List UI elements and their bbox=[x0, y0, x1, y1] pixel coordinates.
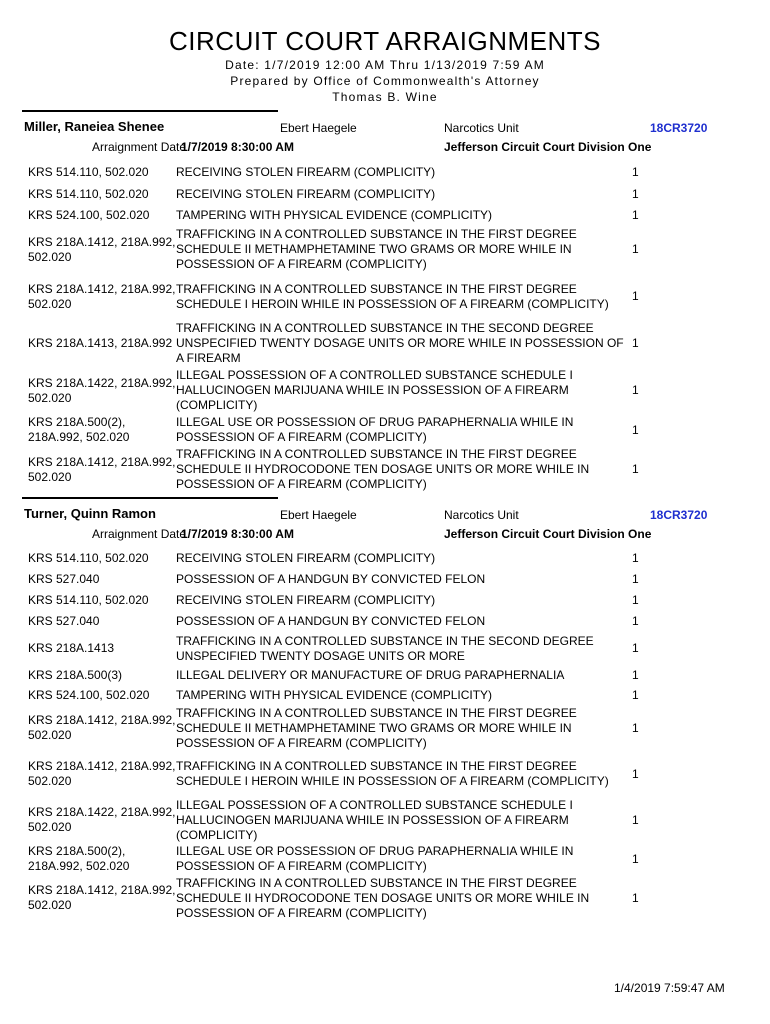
charge-description: RECEIVING STOLEN FIREARM (COMPLICITY) bbox=[176, 593, 436, 607]
charge-statute: KRS 218A.1412, 218A.992, 502.020 bbox=[28, 234, 176, 264]
charge-count: 1 bbox=[632, 462, 639, 476]
case-number: 18CR3720 bbox=[650, 121, 708, 135]
charge-count: 1 bbox=[632, 687, 639, 702]
charge-count: 1 bbox=[632, 593, 639, 607]
charge-count: 1 bbox=[632, 336, 639, 350]
charge-list bbox=[0, 161, 770, 493]
charge-description: TAMPERING WITH PHYSICAL EVIDENCE (COMPLICITY) bbox=[176, 687, 493, 702]
charge-count: 1 bbox=[632, 720, 639, 735]
charge-row bbox=[0, 273, 770, 320]
charge-description: TRAFFICKING IN A CONTROLLED SUBSTANCE IN THE FIRST DEGREE SCHEDULE II HYDROCODONE TEN DOSAGE UNITS OR MORE WHILE IN POSSESSION OF A FIREARM (COMPLICITY) bbox=[176, 875, 590, 920]
arraignment-date: 1/7/2019 8:30:00 AM bbox=[181, 140, 294, 154]
charge-description: ILLEGAL USE OR POSSESSION OF DRUG PARAPHERNALIA WHILE IN POSSESSION OF A FIREARM (COMPLICITY) bbox=[176, 844, 574, 873]
charge-description: ILLEGAL USE OR POSSESSION OF DRUG PARAPHERNALIA WHILE IN POSSESSION OF A FIREARM (COMPLICITY) bbox=[176, 415, 574, 444]
charge-row bbox=[0, 161, 770, 183]
report-date-range: Date: 1/7/2019 12:00 AM Thru 1/13/2019 7:59 AM bbox=[225, 58, 545, 72]
charge-row bbox=[0, 446, 770, 493]
arraignment-date-label: Arraignment Date bbox=[92, 527, 187, 541]
charge-description: RECEIVING STOLEN FIREARM (COMPLICITY) bbox=[176, 186, 436, 201]
charge-statute: KRS 218A.500(2), 218A.992, 502.020 bbox=[28, 415, 130, 444]
charge-row bbox=[0, 205, 770, 226]
charge-description: TRAFFICKING IN A CONTROLLED SUBSTANCE IN THE FIRST DEGREE SCHEDULE II HYDROCODONE TEN DOSAGE UNITS OR MORE WHILE IN POSSESSION OF A FIREARM (COMPLICITY) bbox=[176, 447, 590, 491]
charge-row bbox=[0, 797, 770, 843]
charge-statute: KRS 218A.1412, 218A.992, 502.020 bbox=[28, 759, 176, 788]
charge-statute: KRS 218A.500(3) bbox=[28, 667, 123, 682]
charge-statute: KRS 524.100, 502.020 bbox=[28, 687, 150, 702]
charge-count: 1 bbox=[632, 208, 639, 222]
charge-description: TRAFFICKING IN A CONTROLLED SUBSTANCE IN THE FIRST DEGREE SCHEDULE II METHAMPHETAMINE TWO GRAMS OR MORE WHILE IN POSSESSION OF A FIREARM (COMPLICITY) bbox=[176, 227, 577, 271]
charge-row bbox=[0, 611, 770, 632]
defendant-name: Turner, Quinn Ramon bbox=[24, 506, 156, 521]
charge-row bbox=[0, 685, 770, 705]
charge-row bbox=[0, 569, 770, 590]
charge-statute: KRS 218A.1422, 218A.992, 502.020 bbox=[28, 375, 176, 405]
charge-description: TRAFFICKING IN A CONTROLLED SUBSTANCE IN THE SECOND DEGREE UNSPECIFIED TWENTY DOSAGE UNITS OR MORE WHILE IN POSSESSION OF A FIREARM bbox=[176, 321, 624, 365]
charge-row bbox=[0, 183, 770, 205]
charge-count: 1 bbox=[632, 383, 639, 397]
charge-statute: KRS 218A.1412, 218A.992, 502.020 bbox=[28, 281, 176, 311]
charge-statute: KRS 514.110, 502.020 bbox=[28, 186, 149, 201]
court-division: Jefferson Circuit Court Division One bbox=[444, 527, 652, 541]
court-division: Jefferson Circuit Court Division One bbox=[444, 140, 652, 154]
charge-description: TRAFFICKING IN A CONTROLLED SUBSTANCE IN THE FIRST DEGREE SCHEDULE I HEROIN WHILE IN POSSESSION OF A FIREARM (COMPLICITY) bbox=[176, 281, 609, 311]
charge-count: 1 bbox=[632, 667, 639, 682]
charge-row bbox=[0, 367, 770, 414]
arraignment-date-label: Arraignment Date bbox=[92, 140, 187, 154]
charge-row bbox=[0, 843, 770, 875]
charge-row bbox=[0, 705, 770, 751]
charge-row bbox=[0, 320, 770, 367]
charge-description: RECEIVING STOLEN FIREARM (COMPLICITY) bbox=[176, 551, 436, 565]
judge-name: Ebert Haegele bbox=[280, 121, 357, 135]
charge-statute: KRS 218A.1422, 218A.992, 502.020 bbox=[28, 805, 176, 834]
charge-description: POSSESSION OF A HANDGUN BY CONVICTED FELON bbox=[176, 572, 486, 586]
charge-row bbox=[0, 548, 770, 569]
charge-description: RECEIVING STOLEN FIREARM (COMPLICITY) bbox=[176, 164, 436, 179]
charge-count: 1 bbox=[632, 812, 639, 827]
charge-description: ILLEGAL POSSESSION OF A CONTROLLED SUBSTANCE SCHEDULE I HALLUCINOGEN MARIJUANA WHILE IN POSSESSION OF A FIREARM (COMPLICITY) bbox=[176, 368, 573, 412]
charge-description: ILLEGAL POSSESSION OF A CONTROLLED SUBSTANCE SCHEDULE I HALLUCINOGEN MARIJUANA WHILE IN POSSESSION OF A FIREARM (COMPLICITY) bbox=[176, 797, 573, 842]
charge-row bbox=[0, 226, 770, 273]
charge-count: 1 bbox=[632, 641, 639, 655]
charge-statute: KRS 524.100, 502.020 bbox=[28, 208, 150, 222]
charge-row bbox=[0, 751, 770, 797]
charge-statute: KRS 527.040 bbox=[28, 572, 100, 586]
charge-statute: KRS 514.110, 502.020 bbox=[28, 164, 149, 179]
charge-list bbox=[0, 548, 770, 921]
case-number: 18CR3720 bbox=[650, 508, 708, 522]
charge-count: 1 bbox=[632, 766, 639, 781]
charge-statute: KRS 218A.1412, 218A.992, 502.020 bbox=[28, 883, 176, 912]
charge-row bbox=[0, 632, 770, 665]
charge-count: 1 bbox=[632, 289, 639, 303]
charge-row bbox=[0, 665, 770, 685]
charge-statute: KRS 527.040 bbox=[28, 614, 100, 628]
prosecution-unit: Narcotics Unit bbox=[444, 121, 519, 135]
charge-count: 1 bbox=[632, 242, 639, 256]
charge-description: TAMPERING WITH PHYSICAL EVIDENCE (COMPLICITY) bbox=[176, 208, 493, 222]
charge-statute: KRS 218A.1412, 218A.992, 502.020 bbox=[28, 713, 176, 742]
charge-description: TRAFFICKING IN A CONTROLLED SUBSTANCE IN THE FIRST DEGREE SCHEDULE II METHAMPHETAMINE TWO GRAMS OR MORE WHILE IN POSSESSION OF A FIREARM (COMPLICITY) bbox=[176, 705, 577, 750]
charge-row bbox=[0, 875, 770, 921]
charge-count: 1 bbox=[632, 890, 639, 905]
charge-description: TRAFFICKING IN A CONTROLLED SUBSTANCE IN THE FIRST DEGREE SCHEDULE I HEROIN WHILE IN POSSESSION OF A FIREARM (COMPLICITY) bbox=[176, 759, 609, 788]
prosecution-unit: Narcotics Unit bbox=[444, 508, 519, 522]
charge-count: 1 bbox=[632, 422, 639, 437]
section-divider bbox=[22, 497, 278, 499]
charge-row bbox=[0, 590, 770, 611]
charge-statute: KRS 514.110, 502.020 bbox=[28, 593, 149, 607]
printed-timestamp: 1/4/2019 7:59:47 AM bbox=[614, 981, 725, 995]
report-prepared-by: Prepared by Office of Commonwealth's Attorney bbox=[230, 74, 540, 88]
section-divider bbox=[22, 110, 278, 112]
charge-row bbox=[0, 414, 770, 446]
charge-count: 1 bbox=[632, 164, 639, 179]
charge-statute: KRS 218A.1413, 218A.992 bbox=[28, 336, 173, 350]
charge-count: 1 bbox=[632, 851, 639, 866]
report-title: CIRCUIT COURT ARRAIGNMENTS bbox=[169, 26, 601, 56]
charge-statute: KRS 514.110, 502.020 bbox=[28, 551, 149, 565]
report-attorney: Thomas B. Wine bbox=[332, 90, 438, 104]
defendant-name: Miller, Raneiea Shenee bbox=[24, 119, 165, 134]
arraignment-date: 1/7/2019 8:30:00 AM bbox=[181, 527, 294, 541]
charge-count: 1 bbox=[632, 614, 639, 628]
charge-description: TRAFFICKING IN A CONTROLLED SUBSTANCE IN THE SECOND DEGREE UNSPECIFIED TWENTY DOSAGE UNITS OR MORE bbox=[176, 633, 594, 663]
charge-count: 1 bbox=[632, 186, 639, 201]
charge-statute: KRS 218A.1412, 218A.992, 502.020 bbox=[28, 454, 176, 484]
judge-name: Ebert Haegele bbox=[280, 508, 357, 522]
charge-statute: KRS 218A.1413 bbox=[28, 641, 115, 655]
charge-description: POSSESSION OF A HANDGUN BY CONVICTED FELON bbox=[176, 614, 486, 628]
charge-description: ILLEGAL DELIVERY OR MANUFACTURE OF DRUG PARAPHERNALIA bbox=[176, 667, 565, 682]
charge-count: 1 bbox=[632, 572, 639, 586]
charge-statute: KRS 218A.500(2), 218A.992, 502.020 bbox=[28, 844, 130, 873]
charge-count: 1 bbox=[632, 551, 639, 565]
